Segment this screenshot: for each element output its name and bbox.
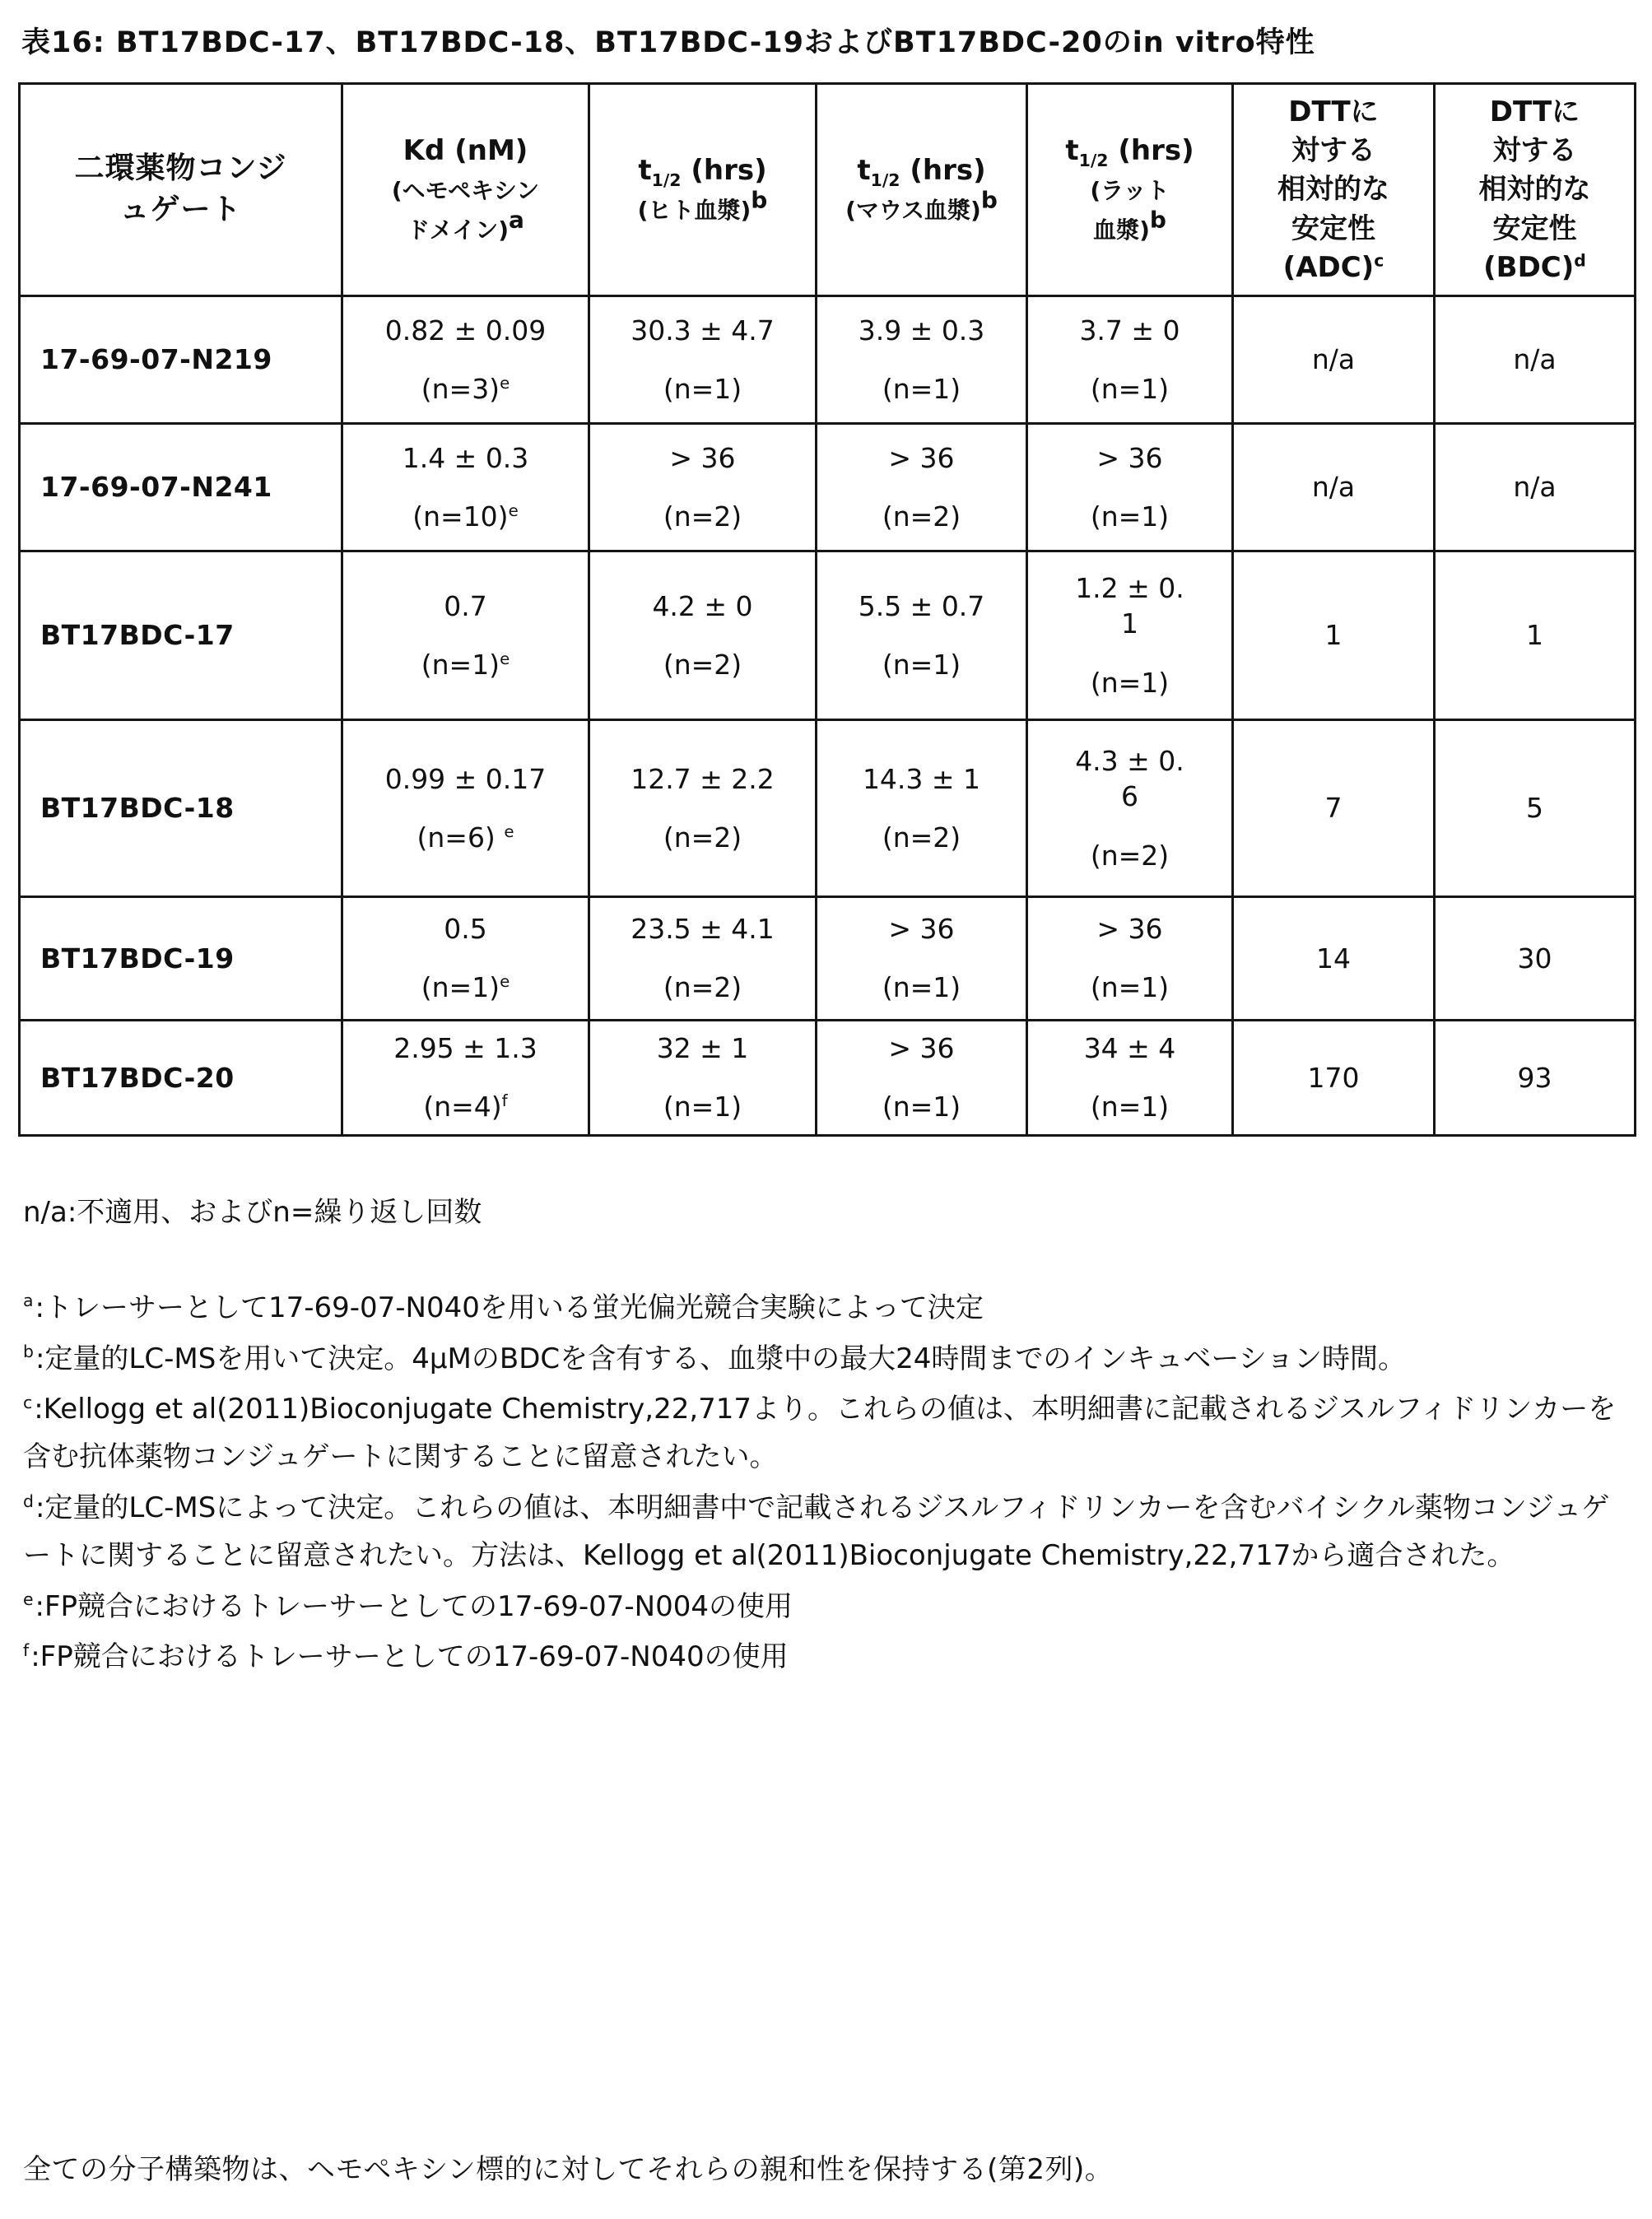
text-run: (n=1) [882,648,961,681]
text-run: 4.2 ± 0 [652,589,753,622]
data-cell [817,896,1027,1020]
subscript-text: 1/2 [1078,150,1109,170]
text-run: (n=1) [663,1091,742,1123]
text-run: 23.5 ± 4.1 [631,913,775,946]
superscript-marker: b [1149,206,1166,234]
text-run: (ヒト血漿) [637,196,752,224]
text-run: 170 [1307,1061,1360,1094]
footnote-e [23,1584,1624,1631]
data-cell [589,423,817,551]
text-run: 0.99 ± 0.17 [384,762,547,795]
cell-line [347,1031,584,1065]
text-run: t [857,153,871,187]
footnote-text: :Kellogg et al(2011)Bioconjugate Chemistry,22,717より。これらの値は、本明細書に記載されるジスルフィドリンカーを含む抗体薬物コンジュゲートに関することに留意されたい。 [23,1393,1617,1474]
header-line [1439,171,1631,207]
text-run: 5 [1526,792,1543,825]
text-run: 30 [1517,942,1552,975]
cell-line [1439,791,1631,825]
text-run: (n=1) [1090,500,1170,533]
data-cell [1435,423,1636,551]
text-run: > 36 [888,913,955,946]
text-run: 1 [1526,619,1543,652]
text-run: (n=2) [663,648,742,681]
cell-line [347,648,584,682]
text-run: (n=1) [882,372,961,405]
header-line [24,191,337,230]
row-name: BT17BDC-20 [20,1020,342,1135]
data-cell [1233,423,1435,551]
text-run: ュゲート [119,192,242,226]
text-run: 対する [1492,134,1577,168]
text-run: 14.3 ± 1 [862,762,981,795]
footnote-na [23,1189,1624,1237]
data-cell [1435,1020,1636,1135]
text-run: 12.7 ± 2.2 [631,762,775,795]
text-run: (n=4) [423,1091,502,1123]
text-run: (n=2) [1090,839,1170,872]
header-line [1439,133,1631,169]
cell-line [593,1031,812,1065]
in-vitro-properties-table [18,82,1636,1137]
cell-line [1439,1061,1631,1095]
cell-line [821,314,1022,347]
table-row [20,295,1636,423]
cell-line [821,970,1022,1004]
cell-line [1031,779,1228,813]
cell-line [1237,470,1430,504]
data-cell [817,423,1027,551]
header-line [347,171,584,207]
text-run: 0.7 [444,589,487,622]
cell-line [593,970,812,1004]
text-run: (BDC) [1483,250,1575,284]
text-run: (n=1) [1090,372,1170,405]
data-cell [1233,896,1435,1020]
cell-line [1031,500,1228,533]
superscript-marker: e [500,972,510,992]
text-run: (n=1) [421,648,500,681]
data-cell [817,551,1027,719]
cell-line [1237,942,1430,975]
cell-line [593,314,812,347]
superscript-marker: a [509,206,524,234]
cell-line [1237,618,1430,652]
data-cell [1027,551,1233,719]
table-row [20,719,1636,896]
cell-line [593,912,812,946]
footnote-b [23,1336,1624,1384]
text-run: (n=1) [1090,666,1170,699]
text-run: Kd (nM) [403,134,528,168]
row-name: 17-69-07-N241 [20,423,342,551]
text-run: (ラット [1090,177,1170,205]
text-run: > 36 [669,441,736,474]
table-caption: 表16: BT17BDC-17、BT17BDC-18、BT17BDC-19およびBT17BDC-20のin vitro特性 [21,26,1315,59]
footnote-marker: d [23,1491,34,1511]
cell-line [347,500,584,533]
text-run: n/a [1311,343,1356,376]
cell-line [593,1090,812,1123]
header-line [593,186,812,227]
text-run: 7 [1324,792,1343,825]
cell-line [347,970,584,1004]
cell-line [593,441,812,475]
data-cell [589,295,817,423]
text-run: (hrs) [681,153,767,187]
cell-line [1439,942,1631,975]
text-run: 32 ± 1 [656,1032,749,1065]
table-row [20,551,1636,719]
text-run: 2.95 ± 1.3 [393,1032,537,1065]
text-run: (n=2) [663,500,742,533]
cell-line [593,589,812,623]
text-run: 6 [1121,780,1138,813]
cell-line [593,821,812,854]
row-name: 17-69-07-N219 [20,295,342,423]
data-cell [1027,896,1233,1020]
footnote-marker: f [23,1640,30,1660]
header-line [1237,133,1430,169]
data-cell [342,423,589,551]
text-run: (n=6) [416,821,505,854]
cell-line [347,441,584,475]
cell-line [1031,912,1228,946]
superscript-marker: e [504,821,514,841]
text-run: 14 [1316,942,1351,975]
text-run: 93 [1517,1061,1552,1094]
text-run: (n=1) [1090,1091,1170,1123]
data-cell [1233,1020,1435,1135]
text-run: 相対的な [1478,173,1591,207]
cell-line [1031,744,1228,778]
cell-line [1031,666,1228,700]
table-row [20,896,1636,1020]
cell-line [1031,372,1228,406]
header-line [347,206,584,247]
footnote-a [23,1285,1624,1333]
cell-line [1439,618,1631,652]
superscript-marker: f [501,1091,508,1111]
data-cell [589,896,817,1020]
cell-line [821,1090,1022,1123]
cell-line [821,821,1022,854]
text-run: (hrs) [1108,134,1194,168]
footnote-text: :定量的LC-MSを用いて決定。4μMのBDCを含有する、血漿中の最大24時間までのインキュベーション時間。 [35,1342,1407,1375]
text-run: > 36 [1096,441,1163,474]
cell-line [821,441,1022,475]
text-run: 1.4 ± 0.3 [402,441,529,474]
data-cell [589,551,817,719]
text-run: (n=10) [412,500,509,533]
text-run: 対する [1291,134,1375,168]
data-cell [1027,1020,1233,1135]
data-cell [1435,719,1636,896]
header-line [24,150,337,188]
text-run: (n=1) [663,372,742,405]
text-run: (マウス血漿) [845,196,981,224]
cell-line [821,589,1022,623]
cell-line [1439,342,1631,376]
subscript-text: 1/2 [651,170,682,190]
cell-line [347,1090,584,1123]
table-row [20,1020,1636,1135]
superscript-marker: e [500,649,510,668]
cell-line [821,912,1022,946]
text-run: (n=1) [882,1091,961,1123]
table-head [20,84,1636,296]
data-cell [1233,719,1435,896]
text-run: 安定性 [1492,212,1577,245]
cell-line [1031,607,1228,640]
cell-line [347,314,584,347]
superscript-marker: b [980,186,998,214]
superscript-marker: e [500,373,510,393]
cell-line [821,1031,1022,1065]
data-cell [342,551,589,719]
header-line [1237,249,1430,286]
cell-line [1237,791,1430,825]
text-run: 二環薬物コンジ [74,151,287,186]
text-run: 安定性 [1291,212,1375,245]
data-cell [1435,295,1636,423]
footnotes-section [23,1189,1624,1682]
data-cell [342,1020,589,1135]
text-run: DTTに [1489,95,1580,128]
header-line [1439,211,1631,247]
header-row [20,84,1636,296]
column-header-dtt-adc [1233,84,1435,296]
cell-line [1031,970,1228,1004]
text-run: t [638,153,652,187]
column-header-thalf-mouse [817,84,1027,296]
cell-line [347,912,584,946]
text-run: (n=2) [882,500,961,533]
text-run: 3.7 ± 0 [1079,314,1180,347]
text-run: (n=2) [882,821,961,854]
cell-line [593,648,812,682]
text-run: 1 [1324,619,1343,652]
data-cell [589,719,817,896]
column-header-thalf-human [589,84,817,296]
footnote-marker: e [23,1589,34,1610]
cell-line [347,821,584,854]
footnote-text: :FP競合におけるトレーサーとしての17-69-07-N004の使用 [35,1589,793,1623]
cell-line [1031,571,1228,605]
text-run: (ヘモペキシン [391,177,540,205]
cell-line [1439,470,1631,504]
text-run: 3.9 ± 0.3 [858,314,985,347]
row-name: BT17BDC-19 [20,896,342,1020]
cell-line [593,372,812,406]
data-cell [589,1020,817,1135]
cell-line [821,648,1022,682]
text-run: (n=1) [882,971,961,1004]
data-cell [817,719,1027,896]
footnote-c [23,1386,1624,1482]
data-cell [1027,295,1233,423]
cell-line [347,762,584,796]
header-line [1237,211,1430,247]
data-cell [1233,551,1435,719]
table-row [20,423,1636,551]
footnote-text: :トレーサーとして17-69-07-N040を用いる蛍光偏光競合実験によって決定 [35,1291,984,1324]
superscript-marker: b [751,186,768,214]
text-run: 1.2 ± 0. [1075,572,1184,605]
footnote-text: :定量的LC-MSによって決定。これらの値は、本明細書中で記載されるジスルフィドリンカーを含むバイシクル薬物コンジュゲートに関することに留意されたい。方法は、Kellogg et al(2011)Bioconjugate Chemistry,22,717から適合された。 [23,1491,1610,1572]
cell-line [1237,1061,1430,1095]
header-line [593,152,812,188]
header-line [821,152,1022,188]
column-header-conjugate [20,84,342,296]
data-cell [1027,423,1233,551]
table-body [20,295,1636,1135]
text-run: 5.5 ± 0.7 [858,589,985,622]
data-cell [817,295,1027,423]
text-run: 相対的な [1277,173,1389,207]
cell-line [593,500,812,533]
row-name: BT17BDC-18 [20,719,342,896]
text-run: n/a [1311,471,1356,504]
superscript-marker: d [1574,250,1586,271]
text-run: > 36 [1096,913,1163,946]
data-cell [817,1020,1027,1135]
text-run: > 36 [888,441,955,474]
column-header-dtt-bdc [1435,84,1636,296]
footnote-d [23,1485,1624,1580]
cell-line [1237,342,1430,376]
cell-line [1031,839,1228,872]
data-cell [342,719,589,896]
header-line [1237,171,1430,207]
superscript-marker: e [508,500,519,520]
text-run: t [1065,134,1079,168]
header-line [1031,206,1228,247]
header-line [347,133,584,169]
text-run: 血漿) [1093,216,1150,244]
text-run: (n=1) [421,971,500,1004]
data-cell [1233,295,1435,423]
text-run: (n=2) [663,821,742,854]
text-run: (n=2) [663,971,742,1004]
cell-line [821,500,1022,533]
data-cell [1027,719,1233,896]
header-line [1237,94,1430,130]
text-run: n/a [1513,343,1557,376]
header-line [1031,133,1228,169]
data-cell [342,295,589,423]
footnote-text: n/a:不適用、およびn=繰り返し回数 [23,1195,482,1229]
text-run: 30.3 ± 4.7 [631,314,775,347]
cell-line [593,762,812,796]
text-run: n/a [1513,471,1557,504]
row-name: BT17BDC-17 [20,551,342,719]
cell-line [1031,1031,1228,1065]
header-line [821,186,1022,227]
text-run: 1 [1121,607,1138,640]
footnote-text: :FP競合におけるトレーサーとしての17-69-07-N040の使用 [30,1640,789,1674]
text-run: ドメイン) [407,216,510,244]
column-header-thalf-rat [1027,84,1233,296]
closing-statement: 全ての分子構築物は、ヘモペキシン標的に対してそれらの親和性を保持する(第2列)。 [23,2153,1114,2186]
cell-line [1031,1090,1228,1123]
cell-line [347,372,584,406]
text-run: (n=3) [421,372,500,405]
superscript-marker: c [1374,250,1384,271]
text-run: 0.5 [444,913,487,946]
cell-line [347,589,584,623]
footnote-marker: a [23,1291,34,1311]
header-line [1439,249,1631,286]
cell-line [1031,314,1228,347]
data-cell [342,896,589,1020]
cell-line [1031,441,1228,475]
footnote-marker: c [23,1393,33,1412]
subscript-text: 1/2 [870,170,900,190]
text-run: > 36 [888,1032,955,1065]
data-cell [1435,896,1636,1020]
cell-line [821,762,1022,796]
text-run: (ADC) [1282,250,1375,284]
text-run: (hrs) [900,153,986,187]
text-run: 4.3 ± 0. [1075,745,1184,778]
text-run: DTTに [1288,95,1379,128]
text-run: (n=1) [1090,971,1170,1004]
text-run: 0.82 ± 0.09 [384,314,547,347]
text-run: 34 ± 4 [1083,1032,1176,1065]
column-header-kd [342,84,589,296]
footnote-f [23,1634,1624,1682]
cell-line [821,372,1022,406]
header-line [1439,94,1631,130]
data-cell [1435,551,1636,719]
header-line [1031,171,1228,207]
footnote-marker: b [23,1342,34,1362]
